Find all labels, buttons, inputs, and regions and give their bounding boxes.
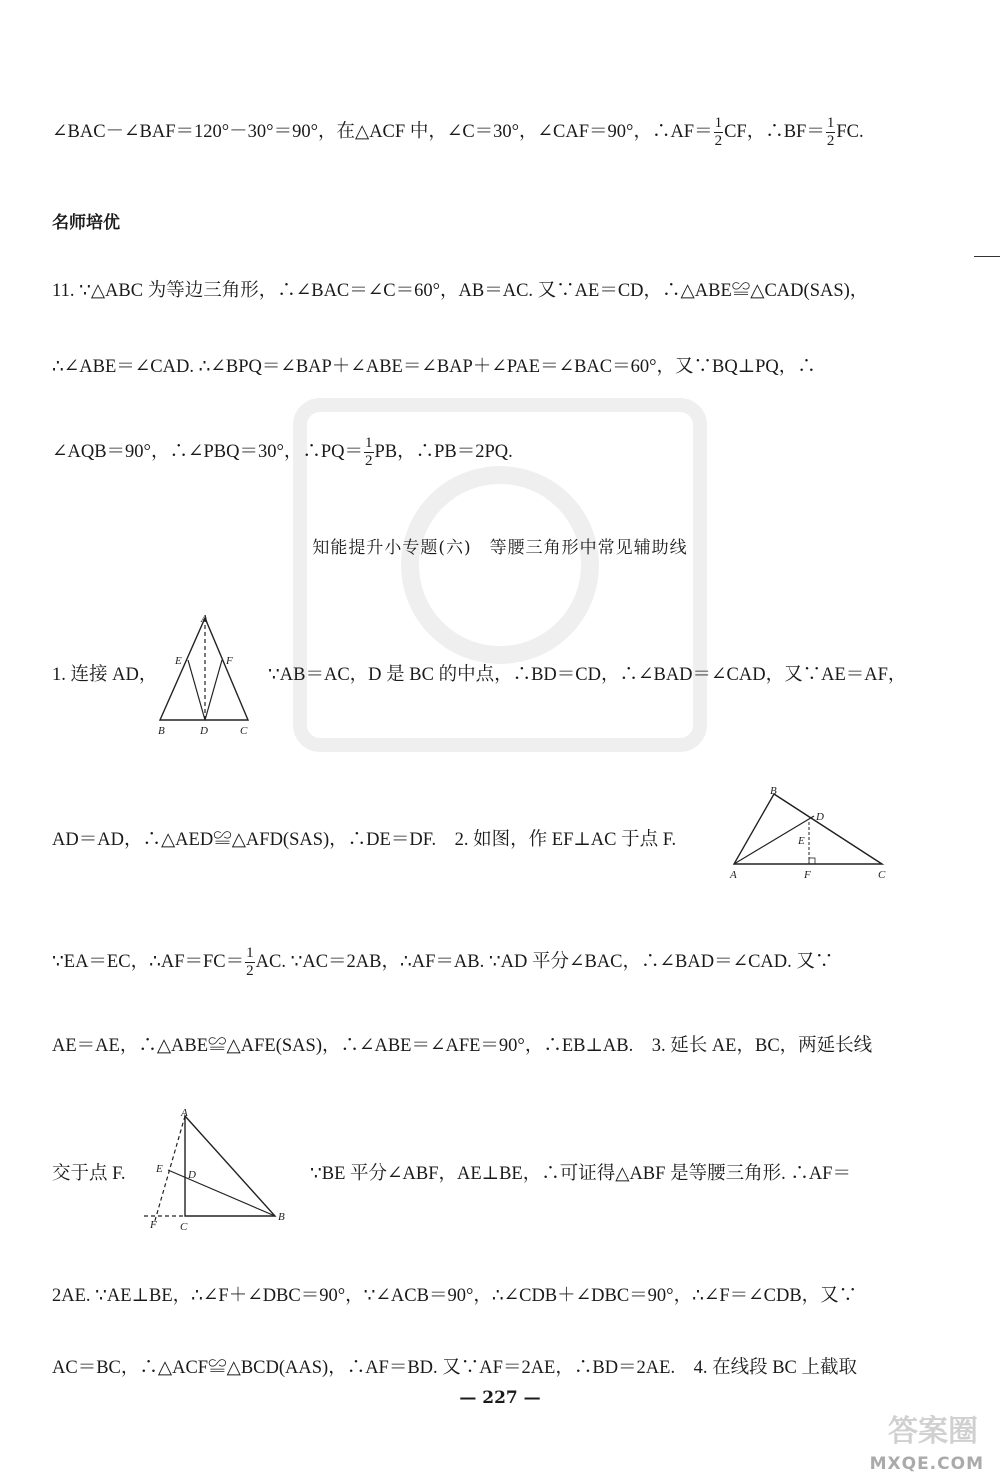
- q11-line-1: 11. ∵△ABC 为等边三角形，∴∠BAC＝∠C＝60°，AB＝AC. 又∵AE＝CD，∴△ABE≌△CAD(SAS)，: [52, 281, 869, 301]
- label-F: F: [226, 655, 233, 667]
- p2-line-1: AD＝AD，∴△AED≌△AFD(SAS)，∴DE＝DF. 2. 如图，作 EF⊥AC 于点 F.: [52, 830, 677, 850]
- fraction: $\frac{1}{2}$: [714, 115, 723, 149]
- label-C: C: [878, 869, 886, 881]
- section-heading: 名师培优: [52, 213, 120, 233]
- label-E: E: [175, 655, 182, 667]
- label-C: C: [180, 1221, 188, 1233]
- top-line: ∠BAC－∠BAF＝120°－30°＝90°，在△ACF 中，∠C＝30°，∠CAF＝90°，∴AF＝ $\frac{1}{2}$ CF，∴BF＝ $\frac{1}{2}$ FC.: [52, 115, 864, 149]
- p3-line-3: AC＝BC，∴△ACF≌△BCD(AAS)，∴AF＝BD. 又∵AF＝2AE，∴BD＝2AE. 4. 在线段 BC 上截取: [52, 1358, 858, 1378]
- label-B: B: [278, 1211, 285, 1223]
- label-D: D: [816, 811, 824, 823]
- p1-prefix: 1. 连接 AD，: [52, 665, 158, 685]
- p3-line-2: 2AE. ∵AE⊥BE，∴∠F＋∠DBC＝90°，∵∠ACB＝90°，∴∠CDB＋∠DBC＝90°，∴∠F＝∠CDB，又∵: [52, 1286, 858, 1306]
- p2-line-3: AE＝AE，∴△ABE≌△AFE(SAS)，∴∠ABE＝∠AFE＝90°，∴EB⊥AB. 3. 延长 AE，BC，两延长线: [52, 1036, 873, 1056]
- label-A: A: [201, 613, 208, 625]
- label-C: C: [240, 725, 248, 737]
- label-F: F: [804, 869, 811, 881]
- p3-prefix: 交于点 F.: [52, 1164, 126, 1184]
- figure-1-triangle: [150, 610, 260, 738]
- label-B: B: [770, 786, 777, 797]
- label-A: A: [730, 869, 737, 881]
- label-F: F: [150, 1219, 157, 1231]
- q11-line-2: ∴∠ABE＝∠CAD. ∴∠BPQ＝∠BAP＋∠ABE＝∠BAP＋∠PAE＝∠BAC＝60°，又∵BQ⊥PQ，∴: [52, 357, 816, 377]
- fraction: $\frac{1}{2}$: [365, 435, 373, 469]
- label-E: E: [156, 1163, 163, 1175]
- p1-text: ∵AB＝AC，D 是 BC 的中点，∴BD＝CD，∴∠BAD＝∠CAD，又∵AE＝AF，: [268, 665, 907, 685]
- watermark-logo: 答案圈: [888, 1414, 978, 1449]
- figure-3-triangle: [140, 1106, 290, 1234]
- figure-2-triangle: [724, 786, 894, 882]
- label-D: D: [188, 1169, 196, 1181]
- margin-dash: [974, 256, 1000, 257]
- fraction: $\frac{1}{2}$: [826, 115, 835, 149]
- label-D: D: [200, 725, 208, 737]
- q11-line-3: ∠AQB＝90°，∴∠PBQ＝30°，∴PQ＝ $\frac{1}{2}$ PB，∴PB＝2PQ.: [52, 435, 513, 469]
- fraction: $\frac{1}{2}$: [246, 945, 254, 979]
- topic-subtitle: 知能提升小专题(六) 等腰三角形中常见辅助线: [312, 538, 688, 558]
- page-number: — 227 —: [459, 1388, 541, 1408]
- watermark-site: MXQE.COM: [869, 1454, 984, 1474]
- p3-text: ∵BE 平分∠ABF，AE⊥BE，∴可证得△ABF 是等腰三角形. ∴AF＝: [310, 1164, 851, 1184]
- label-B: B: [158, 725, 165, 737]
- label-A: A: [181, 1107, 188, 1119]
- p2-line-2: ∵EA＝EC，∴AF＝FC＝ $\frac{1}{2}$ AC. ∵AC＝2AB，∴AF＝AB. ∵AD 平分∠BAC，∴∠BAD＝∠CAD. 又∵: [52, 945, 834, 979]
- label-E: E: [798, 835, 805, 847]
